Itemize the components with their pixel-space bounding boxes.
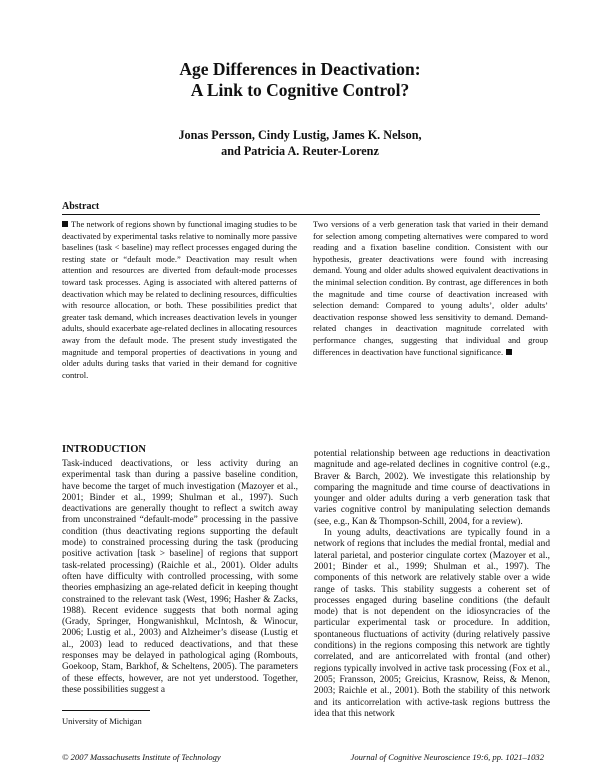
abstract-heading: Abstract [62,201,100,212]
abstract-column-right [313,219,548,419]
abstract-text-right: Two versions of a verb generation task that varied in their demand for selection among competing alternatives were compared to word reading and a fixation baseline condition. Consistent with our hypothesis, greater deactivations were found with increasing demand. Young and older adults showed equivalent deactivations in the minimal selection condition. By contrast, age differences in both the magnitude and time course of deactivation increased with selection demand: Compared to young adults’, older adults’ deactivation response showed less sensitivity to demand. Demand-related changes in deactivation magnitude correlated with performance changes, suggesting that individual and group differences in deactivation have functional significance. [313,219,548,357]
copyright-notice: © 2007 Massachusetts Institute of Technology [62,752,221,762]
abstract-column-left [62,219,297,419]
body-column-left [62,459,298,708]
article-title [0,59,600,101]
footnote-divider [62,710,150,711]
title-line-1: Age Differences in Deactivation: [179,59,421,79]
abstract-start-marker-icon [62,221,68,227]
authors-line-2: and Patricia A. Reuter-Lorenz [221,144,379,158]
author-list [0,127,600,159]
authors-line-1: Jonas Persson, Cindy Lustig, James K. Nelson, [178,128,422,142]
intro-paragraph-1: Task-induced deactivations, or less activity during an experimental task than during a passive baseline condition, have become the target of much investigation (Mazoyer et al., 2001; Binder et al., 1999; Shulman et al., 1997). Such deactivations are generally thought to reflect a switch away from unconstrained “default-mode” processing in the passive condition (thus deactivating regions supporting the default mode) to constrained processing during the task (producing positive activation [task > baseline] of regions that support task-related processing) (Raichle et al., 2001). Older adults often have difficulty with controlled processing, with some theories emphasizing an age-related deficit in keeping thought constrained to the relevant task (West, 1996; Hasher & Zacks, 1988). Recent evidence suggests that both normal aging (Grady, Springer, Hongwanishkul, McIntosh, & Winocur, 2006; Lustig et al., 2003) and Alzheimer’s disease (Lustig et al., 2003) lead to reduced deactivations, and that these responses may be delayed in pathological aging (Rombouts, Goekoop, Stam, Barkhof, & Scheltens, 2005). The parameters of these effects, however, are not yet understood. Together, these possibilities suggest a [62,459,298,695]
body-column-right [314,449,550,760]
title-line-2: A Link to Cognitive Control? [190,80,410,100]
intro-paragraph-2: In young adults, deactivations are typically found in a network of regions that includes the medial frontal, medial and lateral parietal, and posterior cingulate cortex (Mazoyer et al., 2001; Binder et al., 1999; Shulman et al., 1997). The components of this network are relatively stable over a wide range of tasks. This stability suggests a coherent set of processes engaged during baseline conditions (the default mode) that is not dependent on the idiosyncracies of the particular experimental task or procedure. In addition, spontaneous fluctuations of activity (during relatively passive conditions) in the regions composing this network are tightly correlated, and are anticorrelated with frontal (and other) regions typically involved in active task processing (Fox et al., 2005; Fransson, 2005; Greicius, Krasnow, Reiss, & Menon, 2003; Raichle et al., 2001). Both the stability of this network and its anticorrelation with active-task regions buttress the idea that this network [314,528,550,719]
journal-citation: Journal of Cognitive Neuroscience 19:6, pp. 1021–1032 [350,752,544,762]
abstract-divider [62,214,540,215]
introduction-heading: INTRODUCTION [62,444,147,455]
intro-paragraph-1-continued: potential relationship between age reductions in deactivation magnitude and age-related declines in cognitive control (e.g., Braver & Barch, 2002). We investigate this relationship by comparing the magnitude and time course of deactivations in younger and older adults during a verb generation task that varies cognitive control by manipulating selection demands (see, e.g., Kan & Thompson-Schill, 2004, for a review). [314,449,550,527]
abstract-text-left: The network of regions shown by functional imaging studies to be deactivated by experimental tasks relative to nominally more passive baselines (task < baseline) may reflect processes engaged during the resting state or “default mode.” Deactivation may result when attention and resources are diverted from default-mode processes toward task processes. Aging is associated with altered patterns of deactivation which may be related to declining resources, difficulties with resource allocation, or both. These possibilities predict that greater task demand, which increases deactivation levels in younger adults, should exacerbate age-related declines in allocating resources away from the default mode. The present study investigated the magnitude and temporal properties of deactivations in young and older adults during tasks that varied in their demand for cognitive control. [62,219,297,380]
abstract-end-marker-icon [506,349,512,355]
affiliation-footnote: University of Michigan [62,716,142,726]
